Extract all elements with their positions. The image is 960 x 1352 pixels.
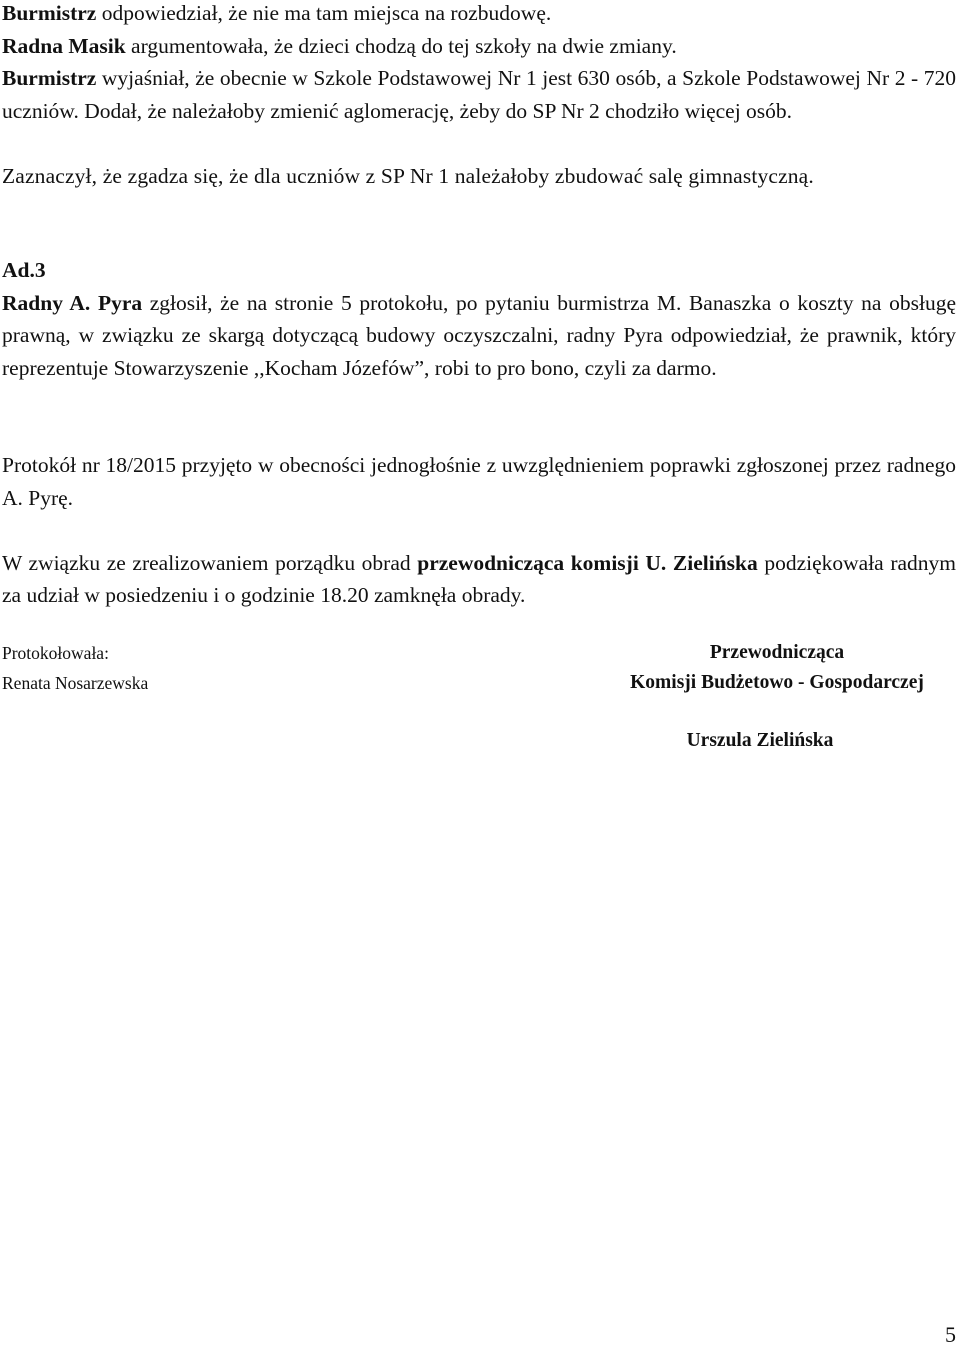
paragraph-burmistrz-rozbudowa <box>2 0 956 30</box>
signature-right <box>590 638 960 698</box>
paragraph-radna-masik <box>2 30 956 63</box>
speaker-name: Radny A. Pyra <box>2 290 143 315</box>
paragraph-zaznaczyl <box>2 160 956 193</box>
chairperson-name: przewodnicząca komisji U. Zielińska <box>417 550 758 575</box>
paragraph-text: zgłosił, że na stronie 5 protokołu, po pytaniu burmistrza M. Banaszka o koszty na obsługę prawną, w związku ze skargą dotyczącą budowy oczyszczalni, radny Pyra odpowiedział, że prawnik, który reprezentuje Stowarzyszenie ,,Kocham Józefów”, robi to pro bono, czyli za darmo. <box>2 290 956 380</box>
chair-name: Urszula Zielińska <box>686 730 834 751</box>
section-heading-ad3: Ad.3 <box>2 258 46 282</box>
speaker-name: Burmistrz <box>2 1 97 25</box>
signature-left <box>2 638 148 698</box>
paragraph-text: podziękowała radnym za udział w posiedzeniu i o godzinie 18.20 zamknęła obrady. <box>2 550 956 607</box>
paragraph-text: argumentowała, że dzieci chodzą do tej szkoły na dwie zmiany. <box>125 33 677 58</box>
speaker-name: Radna Masik <box>2 33 126 58</box>
paragraph-text: Zaznaczył, że zgadza się, że dla uczniów z SP Nr 1 należałoby zbudować salę gimnastyczną. <box>2 163 814 188</box>
chair-title: Przewodnicząca <box>709 642 845 663</box>
paragraph-closing <box>2 547 956 612</box>
committee-name: Komisji Budżetowo - Gospodarczej <box>630 672 924 693</box>
paragraph-protokol: Protokół nr 18/2015 przyjęto w obecności jednogłośnie z uwzględnieniem poprawki zgłoszonej przez radnego A. Pyrę. <box>2 453 956 510</box>
paragraph-text: odpowiedział, że nie ma tam miejsca na rozbudowę. <box>96 1 552 25</box>
paragraph-text: W związku ze zrealizowaniem porządku obrad <box>2 550 418 575</box>
paragraph-burmistrz-wyjasnial <box>2 62 956 127</box>
page-number: 5 <box>945 1322 956 1347</box>
recorder-label: Protokołowała: <box>2 643 109 663</box>
paragraph-text: wyjaśniał, że obecnie w Szkole Podstawowej Nr 1 jest 630 osób, a Szkole Podstawowej Nr 2 - 720 uczniów. Dodał, że należałoby zmienić aglomerację, żeby do SP Nr 2 chodziło więcej osób. <box>2 66 956 123</box>
paragraph-ad3 <box>2 287 956 385</box>
speaker-name: Burmistrz <box>2 66 97 90</box>
recorder-name: Renata Nosarzewska <box>2 673 149 693</box>
